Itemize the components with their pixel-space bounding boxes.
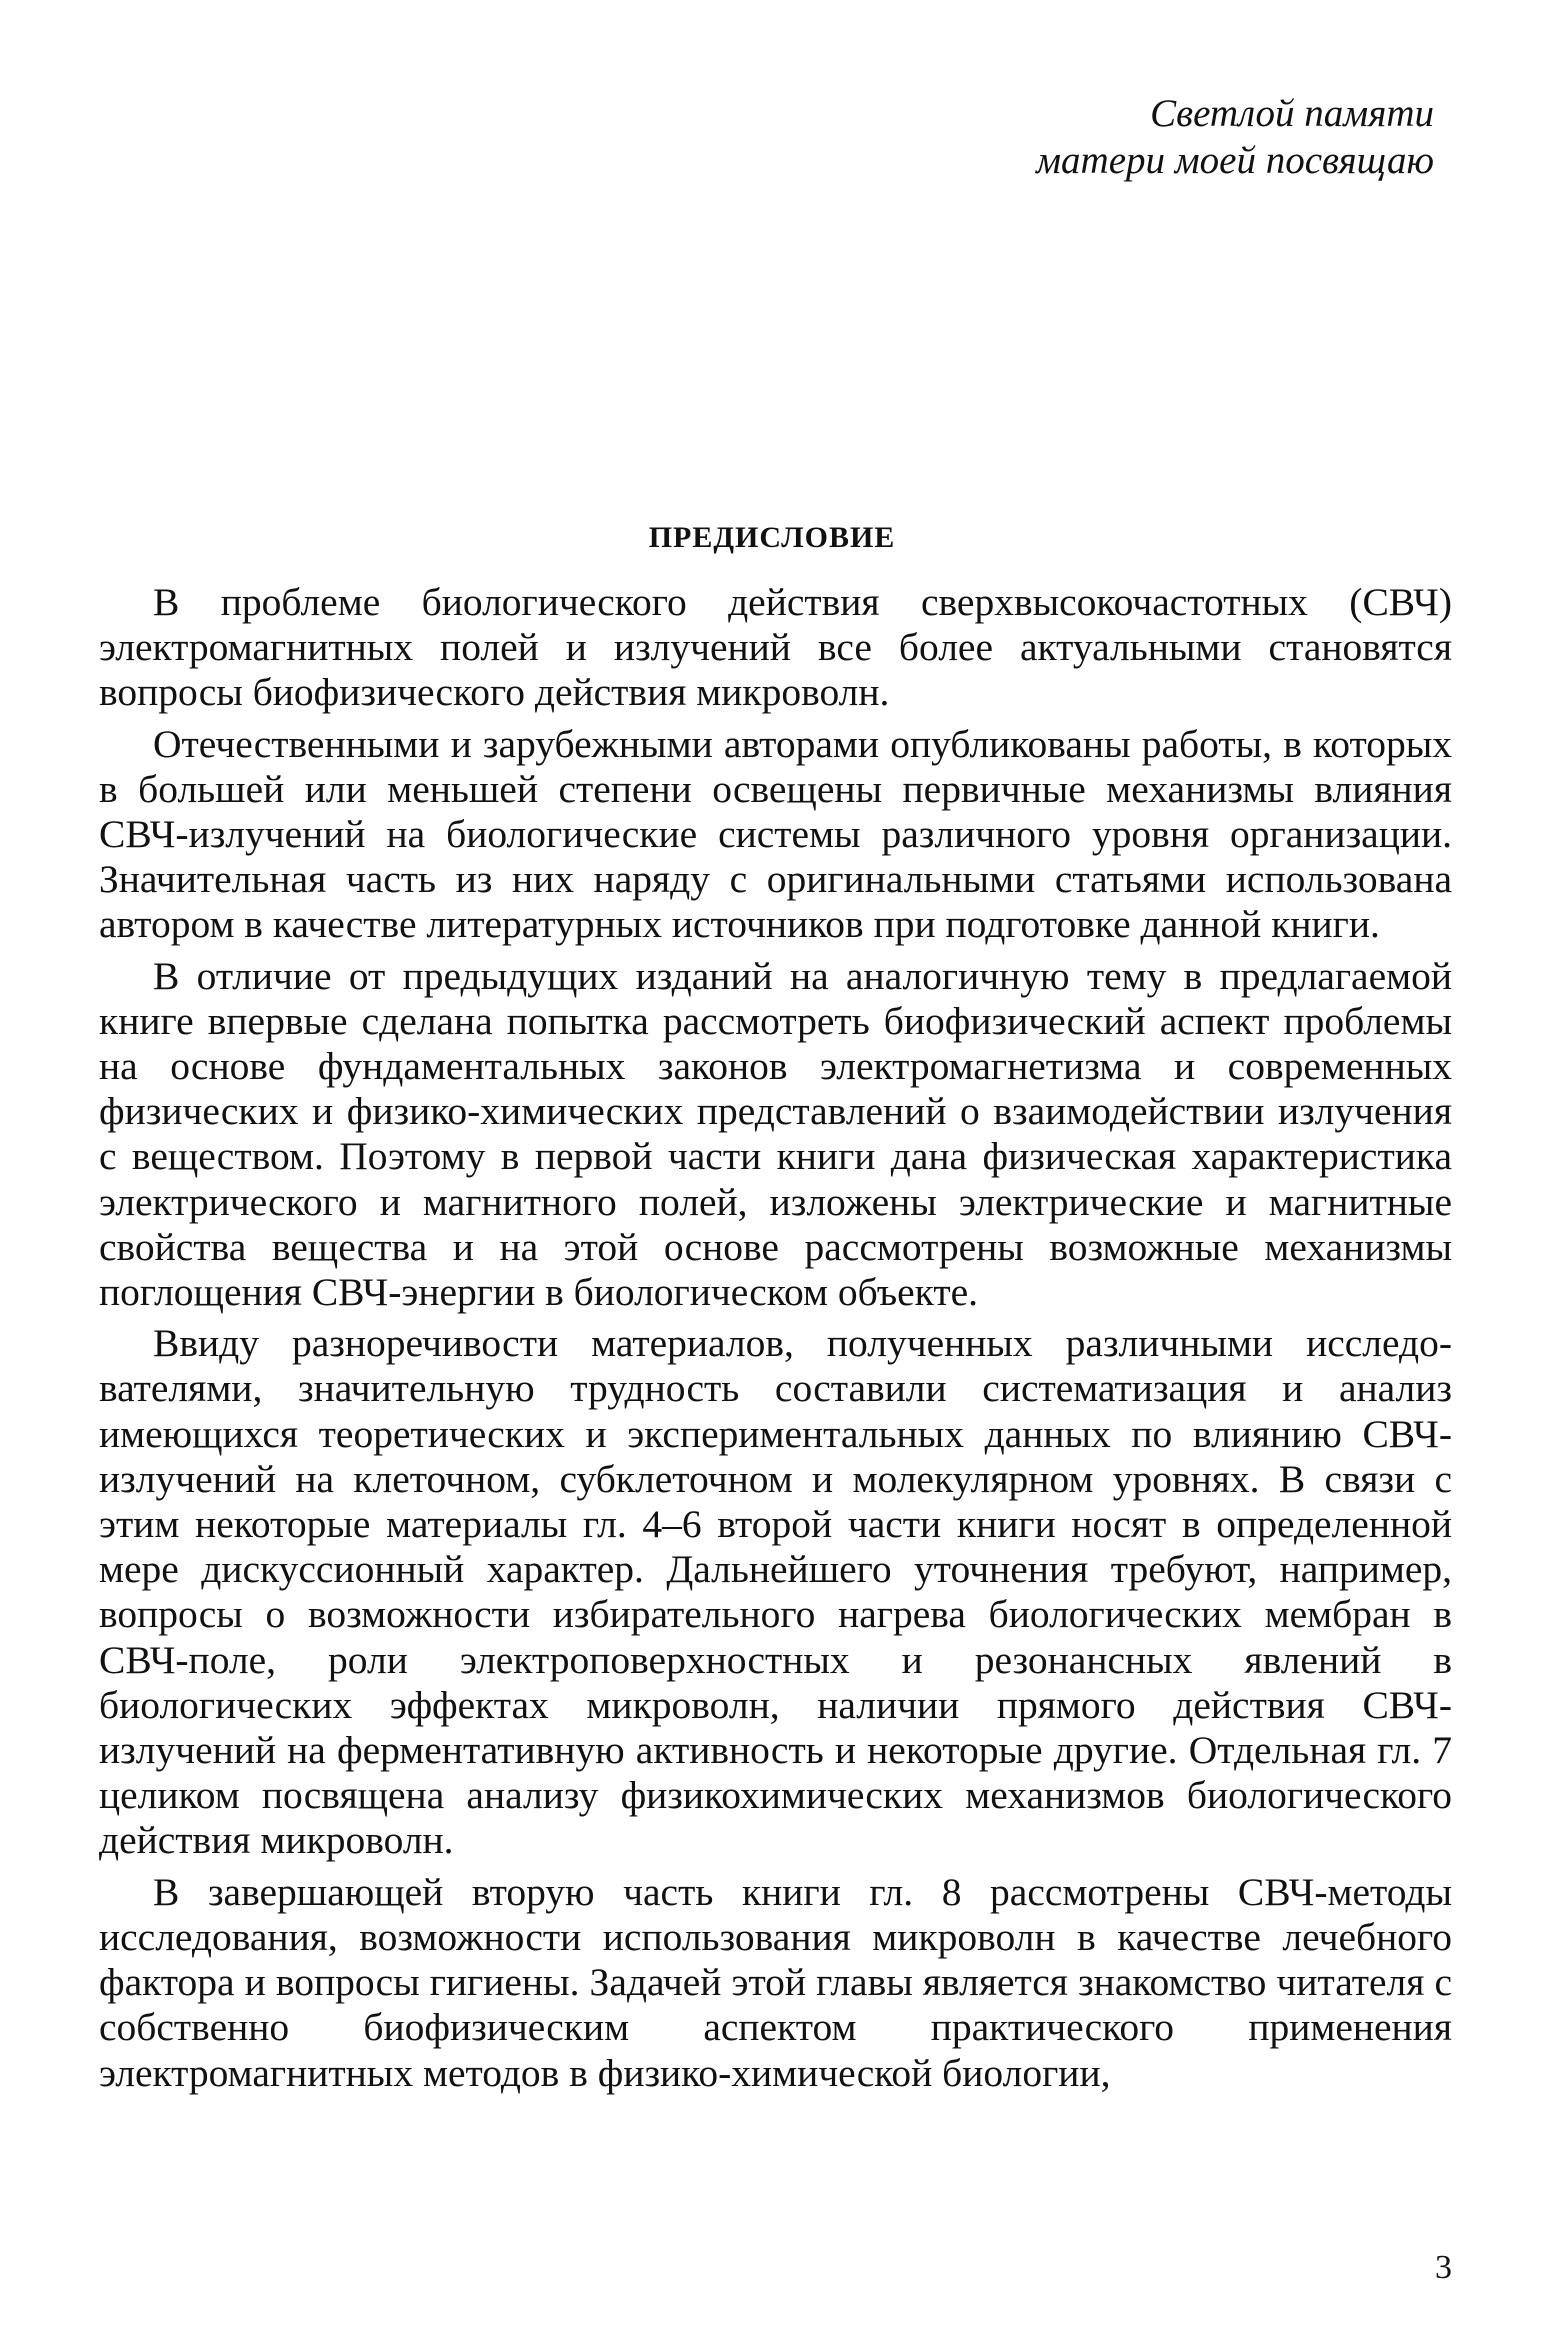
dedication-line-2: матери моей посвящаю	[1036, 139, 1434, 182]
dedication	[1036, 90, 1434, 184]
section-heading: ПРЕДИСЛОВИЕ	[648, 521, 896, 554]
paragraph-1: В проблеме биологического действия сверхвысокочастотных (СВЧ) электромагнитных полей и излучений все более актуальными становятся вопросы биофизического действия микроволн.	[99, 580, 1452, 715]
body-text	[99, 580, 1452, 2102]
dedication-line-1: Светлой памяти	[1150, 92, 1434, 135]
paragraph-3: В отличие от предыдущих изданий на аналогичную тему в предлагаемой книге впервые сделана попытка рассмотреть биофизический аспект проблемы на основе фундаментальных законов электромагнетизма и современных физических и физико-химических представлений о взаимодействии излучения с веществом. Поэтому в первой части книги дана физическая характеристика электрического и магнитного полей, изложены электрические и магнитные свойства вещества и на этой основе рассмотрены возможные механизмы поглощения СВЧ-энергии в биологическом объекте.	[99, 953, 1452, 1315]
page-number: 3	[1435, 2249, 1452, 2286]
paragraph-4: Ввиду разноречивости материалов, полученных различными исследователями, значительную трудность составили систематизация и анализ имеющихся теоретических и экспериментальных данных по влиянию СВЧ-излучений на клеточном, субклеточном и молекулярном уровнях. В связи с этим некоторые материалы гл. 4–6 второй части книги носят в определенной мере дискуссионный характер. Дальнейшего уточнения требуют, например, вопросы о возможности избирательного нагрева биологических мембран в СВЧ-поле, роли электроповерхностных и резонансных явлений в биологических эффектах микроволн, наличии прямого действия СВЧ-излучений на ферментативную активность и некоторые другие. Отдельная гл. 7 целиком посвящена анализу физикохимических механизмов биологического действия микроволн.	[99, 1321, 1452, 1863]
paragraph-5: В завершающей вторую часть книги гл. 8 рассмотрены СВЧ-методы исследования, возможности использования микроволн в качестве лечебного фактора и вопросы гигиены. Задачей этой главы является знакомство читателя с собственно биофизическим аспектом практического применения электромагнитных методов в физико-химической биологии,	[99, 1869, 1452, 2095]
paragraph-2: Отечественными и зарубежными авторами опубликованы работы, в которых в большей или меньшей степени освещены первичные механизмы влияния СВЧ-излучений на биологические системы различного уровня организации. Значительная часть из них наряду с оригинальными статьями использована автором в качестве литературных источников при подготовке данной книги.	[99, 721, 1452, 947]
